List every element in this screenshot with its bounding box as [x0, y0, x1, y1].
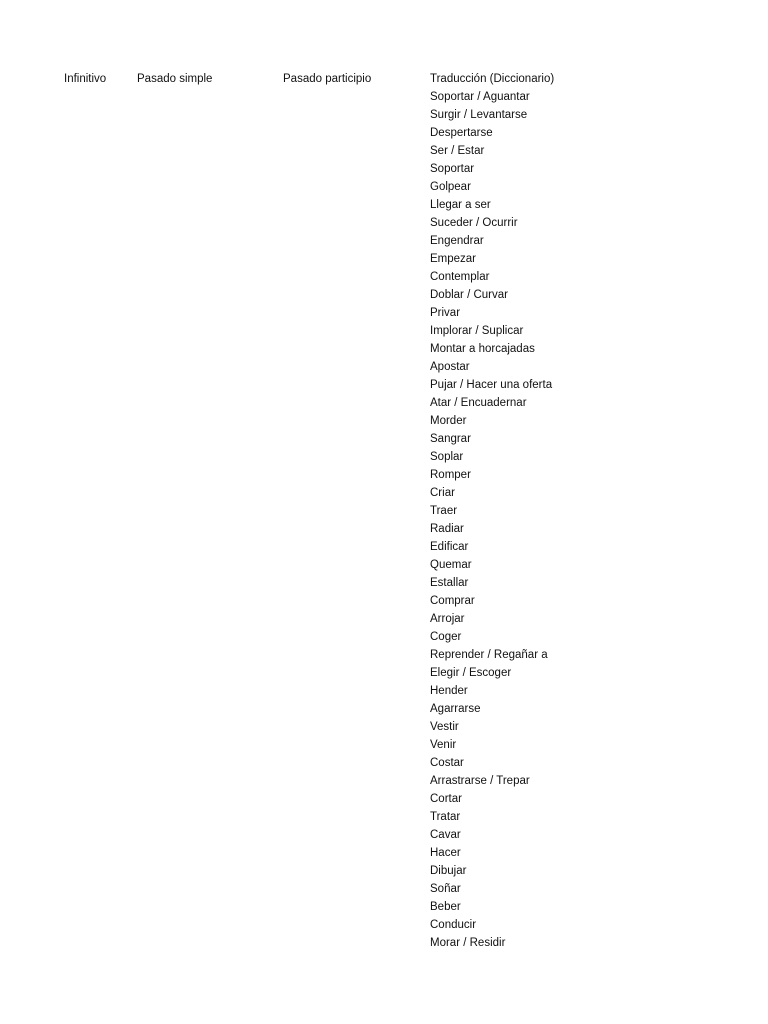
- translation-cell: Sangrar: [430, 433, 471, 445]
- translation-cell: Estallar: [430, 577, 469, 589]
- translation-cell: Contemplar: [430, 271, 490, 283]
- translation-cell: Soplar: [430, 451, 464, 463]
- translation-cell: Privar: [430, 307, 461, 319]
- translation-cell: Soportar / Aguantar: [430, 91, 530, 103]
- translation-cell: Elegir / Escoger: [430, 667, 512, 679]
- translation-cell: Quemar: [430, 559, 472, 571]
- translation-cell: Implorar / Suplicar: [430, 325, 524, 337]
- header-infinitivo: Infinitivo: [64, 73, 107, 85]
- translation-cell: Suceder / Ocurrir: [430, 217, 518, 229]
- translation-cell: Morar / Residir: [430, 937, 506, 949]
- translation-cell: Tratar: [430, 811, 461, 823]
- translation-cell: Edificar: [430, 541, 469, 553]
- translation-cell: Hacer: [430, 847, 461, 859]
- translation-cell: Venir: [430, 739, 457, 751]
- translation-cell: Apostar: [430, 361, 470, 373]
- translation-cell: Soñar: [430, 883, 461, 895]
- translation-cell: Cortar: [430, 793, 462, 805]
- translation-cell: Criar: [430, 487, 455, 499]
- translation-cell: Engendrar: [430, 235, 484, 247]
- translation-cell: Cavar: [430, 829, 461, 841]
- translation-cell: Empezar: [430, 253, 477, 265]
- translation-cell: Coger: [430, 631, 462, 643]
- translation-cell: Conducir: [430, 919, 477, 931]
- translation-cell: Comprar: [430, 595, 475, 607]
- translation-cell: Soportar: [430, 163, 475, 175]
- header-traduccion: Traducción (Diccionario): [430, 73, 555, 85]
- translation-cell: Arrastrarse / Trepar: [430, 775, 530, 787]
- translation-cell: Radiar: [430, 523, 464, 535]
- translation-cell: Arrojar: [430, 613, 465, 625]
- translation-cell: Golpear: [430, 181, 471, 193]
- translation-cell: Romper: [430, 469, 471, 481]
- translation-cell: Dibujar: [430, 865, 467, 877]
- translation-cell: Vestir: [430, 721, 459, 733]
- translation-cell: Despertarse: [430, 127, 493, 139]
- translation-column: [430, 88, 552, 952]
- translation-cell: Costar: [430, 757, 464, 769]
- translation-cell: Llegar a ser: [430, 199, 491, 211]
- header-pasado-simple: Pasado simple: [137, 73, 213, 85]
- translation-cell: Montar a horcajadas: [430, 343, 535, 355]
- translation-cell: Beber: [430, 901, 461, 913]
- header-pasado-participio: Pasado participio: [283, 73, 372, 85]
- translation-cell: Reprender / Regañar a: [430, 649, 548, 661]
- table-header-row: [0, 70, 768, 88]
- translation-cell: Hender: [430, 685, 468, 697]
- translation-cell: Atar / Encuadernar: [430, 397, 527, 409]
- translation-cell: Surgir / Levantarse: [430, 109, 528, 121]
- translation-cell: Agarrarse: [430, 703, 481, 715]
- translation-cell: Pujar / Hacer una oferta: [430, 379, 553, 391]
- translation-cell: Ser / Estar: [430, 145, 485, 157]
- translation-cell: Doblar / Curvar: [430, 289, 508, 301]
- translation-cell: Morder: [430, 415, 467, 427]
- translation-cell: Traer: [430, 505, 458, 517]
